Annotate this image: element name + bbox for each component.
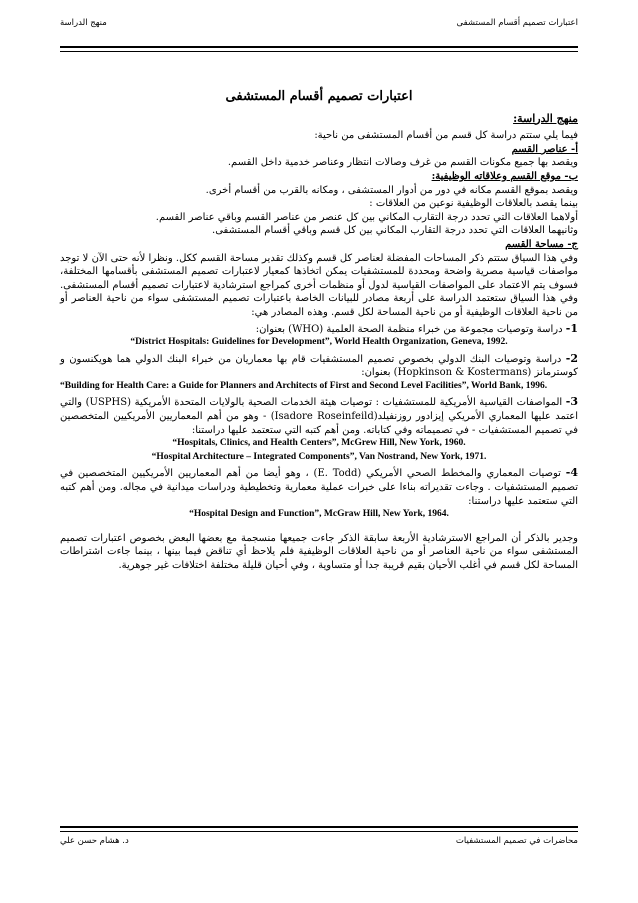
subheading-a: أ- عناصر القسم	[511, 143, 578, 155]
source-text: المواصفات القياسية الأمريكية للمستشفيات : توصيات هيئة الخدمات الصحية بالولايات المتحدة الأمريكية (USPHS) والتي اعتمد عليها المعماري الأمريكي إيزادور روزنفيلد(Isadore Roseinfeild) - وهو من أهم المعماريين الأمريكيين المتخصصين في تصميم المستشفيات - في تصميماته وفي كتاباته. ومن أهم كتبه التي ستعتمد عليها دراستنا:	[60, 397, 579, 436]
source-number: 2-	[565, 351, 578, 365]
source-number: 1-	[565, 321, 578, 335]
source-reference: “District Hospitals: Guidelines for Development”, World Health Organization, Geneva, 1992.	[130, 337, 508, 348]
text-c: وفي هذا السياق ستتم ذكر المساحات المفضلة لعناصر كل قسم وكذلك تقدير مساحة القسم ككل. ونظرا لأنه حتى الآن لا توجد مواصفات قياسية مصرية واضحة ومحددة للمستشفيات يمكن اتخاذها كمعيار لاعتبارات تصميم المستشفى بأقسامها المختلفة، فسوف يتم الاعتماد على المواصفات القياسية لدول أو منظمات أخرى كمراجع استرشادية لاعتبارات تصميم أقسام المستشفى. وفي هذا السياق ستعتمد الدراسة على أربعة مصادر للبيانات الخاصة باعتبارات تصميم المستشفى سواء من ناحية العناصر أو من ناحية العلاقات الوظيفية أو من ناحية المساحة لكل قسم. وهذه المصادر هي:	[60, 252, 578, 318]
source-reference: “Hospitals, Clinics, and Health Centers”, McGrew Hill, New York, 1960.	[172, 438, 466, 449]
source-reference: “Hospital Architecture – Integrated Components”, Van Nostrand, New York, 1971.	[151, 451, 487, 462]
subheading-b: ب- موقع القسم وعلاقاته الوظيفية:	[431, 170, 578, 182]
page-footer	[60, 836, 578, 852]
sources-list	[60, 322, 578, 522]
source-item	[60, 395, 578, 464]
header-section: منهج الدراسة	[60, 18, 107, 28]
source-text: دراسة وتوصيات مجموعة من خبراء منظمة الصحة العلمية (WHO) بعنوان:	[255, 323, 563, 335]
footer-course: محاضرات في تصميم المستشفيات	[455, 836, 578, 846]
text-b4: وثانيهما العلاقات التي تحدد درجة التقارب المكاني بين كل قسم وباقي أقسام المستشفى.	[212, 225, 578, 237]
footer-author: د. هشام حسن علي	[60, 836, 129, 846]
source-item	[60, 466, 578, 521]
source-reference: “Hospital Design and Function”, McGraw Hill, New York, 1964.	[189, 509, 449, 520]
subheading-c: ج- مساحة القسم	[505, 238, 578, 250]
source-reference: “Building for Health Care: a Guide for Planners and Architects of First and Second Level Facilities”, World Bank, 1996.	[60, 380, 548, 391]
text-b3: أولاهما العلاقات التي تحدد درجة التقارب المكاني بين كل عنصر من عناصر القسم وباقي عناصر القسم.	[155, 211, 578, 223]
text-a: ويقصد بها جميع مكونات القسم من غرف وصالات انتظار وعناصر خدمية داخل القسم.	[227, 157, 578, 169]
source-text: توصيات المعماري والمخطط الصحي الأمريكي (E. Todd) ، وهو أيضا من أهم المعماريين الأمريكيين المتخصصين في تصميم المستشفيات . وجاءت تقديراته بناءا على خبرات عملية معمارية وتخطيطية ودراسات ميدانية في مجاله. ومن أهم كتبه التي ستعتمد عليها دراستنا:	[60, 468, 578, 507]
header-title: اعتبارات تصميم أقسام المستشفى	[456, 18, 578, 28]
footer-rule	[60, 826, 578, 832]
source-text: دراسة وتوصيات البنك الدولي بخصوص تصميم المستشفيات قام بها معماريان من خبراء البنك الدولي هما هويكنسون و كوسترمانز (Hopkinson & Kostermans) بعنوان:	[60, 353, 578, 379]
source-number: 4-	[565, 466, 578, 480]
source-item	[60, 352, 578, 394]
header-rule	[60, 46, 578, 52]
page-body	[60, 80, 578, 573]
text-b1: ويقصد بموقع القسم مكانه في دور من أدوار المستشفى ، ومكانه بالقرب من أقسام أخرى.	[205, 184, 578, 196]
source-number: 3-	[565, 395, 578, 409]
source-item	[60, 322, 578, 350]
intro-text: فيما يلي ستتم دراسة كل قسم من أقسام المستشفى من ناحية:	[314, 130, 578, 142]
section-heading: منهج الدراسة:	[513, 111, 578, 125]
text-b2: بينما يقصد بالعلاقات الوظيفية نوعين من العلاقات :	[369, 198, 578, 210]
closing-paragraph: وجدير بالذكر أن المراجع الاسترشادية الأربعة سابقة الذكر جاءت جميعها منسجمة مع بعضها البعض بخصوص اعتبارات تصميم المستشفى سواء من ناحية العناصر أو من ناحية العلاقات الوظيفية فلم يلاحظ أي تناقض فيما بينها ، بينما جاءت اشتراطات المساحة لكل قسم في أغلب الأحيان بقيم قريبة جدا أو متساوية ، وفي أحيان قليلة مختلفة اختلافات غير جوهرية.	[60, 532, 578, 571]
page-header	[60, 18, 578, 34]
page-title: اعتبارات تصميم أقسام المستشفى	[225, 89, 413, 104]
